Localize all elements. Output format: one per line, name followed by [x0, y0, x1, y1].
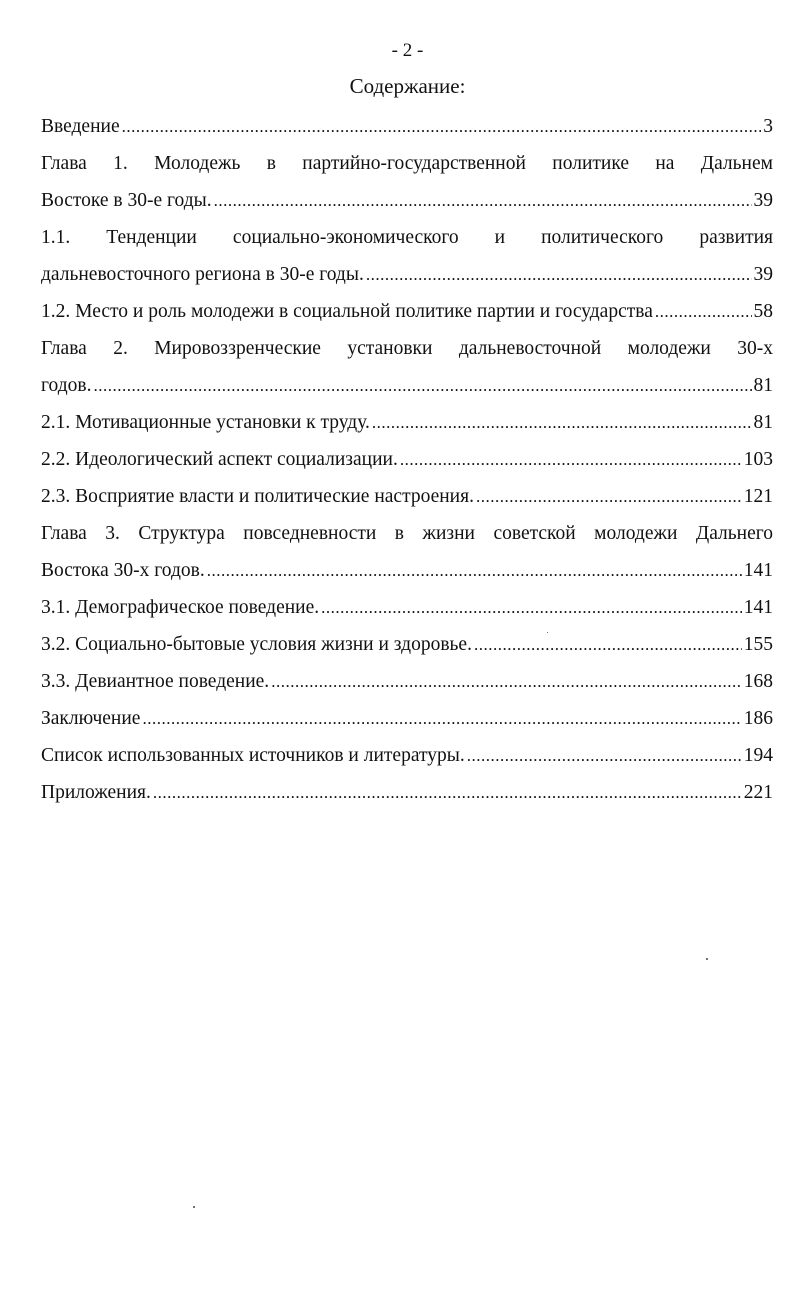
- toc-entry-section-3-3[interactable]: [41, 663, 773, 700]
- toc-entry-page: 168: [743, 671, 773, 692]
- toc-entry-text: годов.: [41, 375, 92, 396]
- toc-entry-chapter-3[interactable]: [41, 515, 773, 589]
- toc-entry-row: [41, 552, 773, 589]
- toc-entry-text: Введение: [41, 116, 120, 137]
- toc-entry-text: 2.3. Восприятие власти и политические настроения.: [41, 486, 474, 507]
- scan-speck: [547, 632, 548, 633]
- page-number: - 2 -: [391, 40, 424, 61]
- toc-entry-page: 81: [753, 412, 773, 433]
- toc-entry-chapter-2[interactable]: [41, 330, 773, 404]
- toc-entry-row: [41, 663, 773, 700]
- toc-leader-dots: [142, 700, 741, 737]
- toc-entry-row: [41, 774, 773, 811]
- toc-entry-text: Список использованных источников и литературы.: [41, 745, 465, 766]
- toc-leader-dots: [467, 737, 742, 774]
- toc-entry-row: [41, 737, 773, 774]
- toc-entry-page: 81: [753, 375, 773, 396]
- toc-entry-row: [41, 367, 773, 404]
- toc-entry-references[interactable]: [41, 737, 773, 774]
- toc-leader-dots: [271, 663, 742, 700]
- toc-entry-conclusion[interactable]: [41, 700, 773, 737]
- toc-leader-dots: [476, 478, 742, 515]
- toc-entry-page: 3: [763, 116, 773, 137]
- toc-entry-text: 3.2. Социально-бытовые условия жизни и здоровье.: [41, 634, 472, 655]
- toc-entry-row: [41, 478, 773, 515]
- toc-entry-appendices[interactable]: [41, 774, 773, 811]
- toc-entry-page: 39: [753, 190, 773, 211]
- toc-entry-row: [41, 700, 773, 737]
- toc-entry-row: [41, 404, 773, 441]
- toc-leader-dots: [214, 182, 752, 219]
- toc-entry-page: 141: [743, 597, 773, 618]
- toc-entry-row: [41, 626, 773, 663]
- toc-entry-page: 58: [753, 301, 773, 322]
- scan-speck: [706, 958, 708, 960]
- toc-entry-row: [41, 441, 773, 478]
- toc-entry-section-3-1[interactable]: [41, 589, 773, 626]
- toc-entry-row: [41, 256, 773, 293]
- toc-entry-section-2-3[interactable]: [41, 478, 773, 515]
- toc-entry-text-line: Глава 1. Молодежь в партийно-государственной политике на Дальнем: [41, 153, 773, 174]
- toc-entry-text: Приложения.: [41, 782, 151, 803]
- toc-leader-dots: [93, 367, 751, 404]
- toc-entry-page: 155: [743, 634, 773, 655]
- toc-entry-text-line: 1.1. Тенденции социально-экономического и политического развития: [41, 227, 773, 248]
- toc-entry-page: 39: [753, 264, 773, 285]
- toc-entry-introduction[interactable]: [41, 108, 773, 145]
- toc-entry-text-line: Глава 2. Мировоззренческие установки дальневосточной молодежи 30-х: [41, 338, 773, 359]
- toc-leader-dots: [372, 404, 752, 441]
- toc-leader-dots: [366, 256, 752, 293]
- toc-entry-text: 2.1. Мотивационные установки к труду.: [41, 412, 370, 433]
- toc-leader-dots: [321, 589, 742, 626]
- table-of-contents: [41, 108, 773, 811]
- toc-entry-page: 221: [743, 782, 773, 803]
- toc-entry-text: Востоке в 30-е годы.: [41, 190, 212, 211]
- toc-entry-section-3-2[interactable]: [41, 626, 773, 663]
- toc-entry-text: Заключение: [41, 708, 141, 729]
- toc-entry-section-2-1[interactable]: [41, 404, 773, 441]
- toc-entry-page: 186: [743, 708, 773, 729]
- toc-entry-text: 2.2. Идеологический аспект социализации.: [41, 449, 398, 470]
- toc-leader-dots: [153, 774, 742, 811]
- toc-entry-text: 1.2. Место и роль молодежи в социальной политике партии и государства: [41, 301, 653, 322]
- toc-entry-text: 3.1. Демографическое поведение.: [41, 597, 320, 618]
- toc-leader-dots: [655, 293, 752, 330]
- toc-entry-chapter-1[interactable]: [41, 145, 773, 219]
- toc-entry-text: Востока 30-х годов.: [41, 560, 205, 581]
- scan-speck: [193, 1206, 195, 1208]
- toc-entry-row: [41, 293, 773, 330]
- toc-title: Содержание:: [349, 74, 466, 98]
- toc-entry-page: 121: [743, 486, 773, 507]
- toc-entry-page: 141: [743, 560, 773, 581]
- toc-entry-text: 3.3. Девиантное поведение.: [41, 671, 270, 692]
- toc-entry-row: [41, 589, 773, 626]
- toc-leader-dots: [400, 441, 742, 478]
- toc-entry-text-line: Глава 3. Структура повседневности в жизни советской молодежи Дальнего: [41, 523, 773, 544]
- toc-entry-page: 194: [743, 745, 773, 766]
- toc-entry-page: 103: [743, 449, 773, 470]
- toc-entry-row: [41, 182, 773, 219]
- toc-leader-dots: [474, 626, 742, 663]
- toc-entry-section-1-2[interactable]: [41, 293, 773, 330]
- toc-entry-section-2-2[interactable]: [41, 441, 773, 478]
- toc-entry-row: [41, 108, 773, 145]
- toc-leader-dots: [122, 108, 762, 145]
- toc-leader-dots: [207, 552, 742, 589]
- toc-entry-text: дальневосточного региона в 30-е годы.: [41, 264, 364, 285]
- toc-entry-section-1-1[interactable]: [41, 219, 773, 293]
